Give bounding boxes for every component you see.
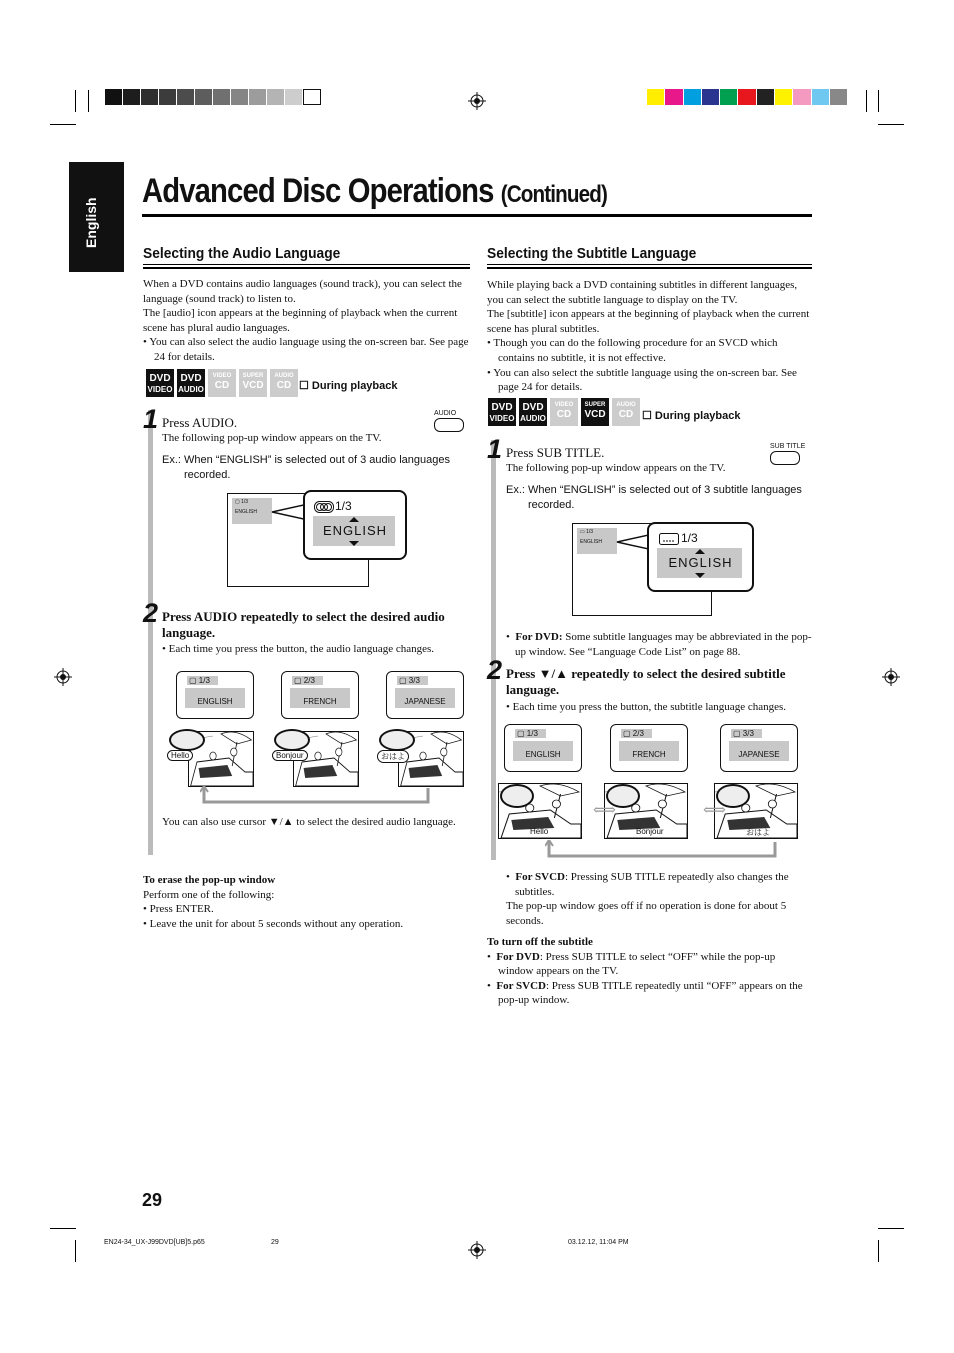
audio-heading-rule: [143, 267, 470, 269]
audio-step1-title: Press AUDIO.: [162, 415, 238, 430]
footer-file: EN24-34_UX-J99DVD[UB]5.p65: [104, 1239, 205, 1246]
audio-speech-bubble: おはよ: [377, 750, 409, 763]
crop-mark: [50, 124, 76, 125]
registration-target-icon: [468, 1241, 486, 1259]
erase-popup-section: To erase the pop-up window Perform one of the following: • Press ENTER. • Leave the unit for about 5 seconds without any operation.: [143, 874, 404, 930]
subtitle-disc-icon: AUDIO CD: [612, 398, 640, 426]
audio-step2-number: 2: [143, 598, 159, 628]
calibration-swatch: [647, 89, 665, 105]
audio-section-heading: Selecting the Audio Language: [143, 245, 341, 262]
crop-mark: [878, 1240, 879, 1262]
subtitle-off-section: To turn off the subtitle • For DVD: Press SUB TITLE to select “OFF” while the pop-up window appears on the TV. • For SVCD: Press SUB TITLE repeatedly until “OFF” appears on the pop-up window.: [487, 936, 803, 1007]
subtitle-disc-icon: DVD VIDEO: [488, 398, 516, 426]
subtitle-icon: [659, 533, 679, 545]
audio-step-bar: [148, 410, 153, 855]
crop-mark: [878, 90, 879, 112]
audio-popup-magnifier: [274, 729, 310, 751]
calibration-swatch: [775, 89, 793, 105]
audio-sequence-popup: [281, 671, 359, 719]
calibration-swatch: [213, 89, 231, 105]
subtitle-disc-icon: DVD AUDIO: [519, 398, 547, 426]
audio-disc-icon: SUPER VCD: [239, 369, 267, 397]
registration-target-icon: [54, 668, 72, 686]
subtitle-disc-icon: SUPER VCD: [581, 398, 609, 426]
calibration-swatch: [684, 89, 702, 105]
footer-page: 29: [271, 1239, 279, 1246]
subtitle-subtitle-caption: おはよ: [746, 828, 770, 837]
calibration-swatch: [285, 89, 303, 105]
calibration-swatch: [249, 89, 267, 105]
crop-mark: [88, 90, 89, 112]
crop-mark: [50, 1228, 76, 1229]
cycle-arrow: [545, 840, 781, 860]
calibration-swatch: [702, 89, 720, 105]
calibration-swatch: [812, 89, 830, 105]
subtitle-step1-example: Ex.: When “ENGLISH” is selected out of 3 subtitle languages recorded.: [506, 484, 802, 511]
audio-popup-magnifier: [379, 729, 415, 751]
audio-disc-icon: DVD VIDEO: [146, 369, 174, 397]
audio-popup-magnifier: [169, 729, 205, 751]
calibration-swatch: [665, 89, 683, 105]
calibration-swatch: [159, 89, 177, 105]
audio-disc-icon: VIDEO CD: [208, 369, 236, 397]
language-side-tab: English: [69, 162, 124, 272]
calibration-swatch: [123, 89, 141, 105]
subtitle-sequence-count: ▢ 1/3: [515, 729, 546, 738]
audio-sequence-count: ▢ 1/3: [187, 676, 218, 685]
subtitle-popup-magnifier: [500, 784, 534, 808]
page-number: 29: [142, 1190, 163, 1210]
audio-step1-number: 1: [143, 404, 159, 434]
crop-mark: [878, 1228, 904, 1229]
audio-speech-bubble: Hello: [167, 750, 193, 761]
double-arrow-icon: ⟺: [703, 802, 726, 819]
calibration-swatch: [105, 89, 123, 105]
crop-mark: [75, 90, 76, 112]
calibration-swatch: [195, 89, 213, 105]
calibration-swatch: [267, 89, 285, 105]
audio-icon: [314, 501, 334, 513]
subtitle-step1-number: 1: [487, 434, 503, 464]
audio-step2-bullet: • Each time you press the button, the audio language changes.: [162, 643, 435, 655]
audio-heading-rule: [143, 264, 470, 265]
calibration-swatch: [231, 89, 249, 105]
audio-sequence-count: ▢ 2/3: [292, 676, 323, 685]
subtitle-popup-count: 1/3: [681, 531, 698, 545]
audio-popup-window: [303, 490, 407, 560]
subtitle-heading-rule: [487, 267, 812, 269]
subtitle-sequence-language: ENGLISH: [525, 750, 561, 759]
crop-mark: [866, 90, 867, 112]
subtitle-popup-language: ENGLISH: [668, 555, 733, 570]
subtitle-heading-rule: [487, 264, 812, 265]
audio-tv-screen: ▢ 1/3 ENGLISH: [227, 493, 369, 587]
calibration-swatch: [830, 89, 848, 105]
calibration-swatch: [793, 89, 811, 105]
subtitle-svcd-note: • For SVCD: Pressing SUB TITLE repeatedly also changes the subtitles. The pop-up window goes off if no operation is done for about 5 seconds.: [506, 871, 789, 927]
calibration-swatch: [177, 89, 195, 105]
audio-popup-count: 1/3: [335, 499, 352, 513]
audio-speech-bubble: Bonjour: [272, 750, 308, 761]
calibration-swatch: [757, 89, 775, 105]
registration-target-icon: [882, 668, 900, 686]
subtitle-section-heading: Selecting the Subtitle Language: [487, 245, 697, 262]
subtitle-remote-button: SUB TITLE: [770, 443, 805, 465]
subtitle-during-playback-label: ☐ During playback: [642, 410, 741, 422]
audio-step1-example: Ex.: When “ENGLISH” is selected out of 3 audio languages recorded.: [162, 454, 450, 481]
audio-disc-icon: DVD AUDIO: [177, 369, 205, 397]
crop-mark: [878, 124, 904, 125]
subtitle-sequence-language: JAPANESE: [738, 750, 780, 759]
subtitle-sequence-language: FRENCH: [632, 750, 666, 759]
subtitle-disc-compatibility: [488, 398, 648, 427]
crop-mark: [75, 1240, 76, 1262]
subtitle-subtitle-caption: Hello: [530, 827, 549, 836]
subtitle-step2-bullet: • Each time you press the button, the subtitle language changes.: [506, 701, 787, 713]
subtitle-step1-desc: The following pop-up window appears on the TV.: [506, 462, 726, 474]
subtitle-subtitle-caption: Bonjour: [636, 827, 664, 836]
audio-sequence-popup: [176, 671, 254, 719]
title-rule: [142, 214, 812, 217]
subtitle-sequence-popup: [720, 724, 798, 772]
audio-remote-button: AUDIO: [434, 410, 464, 432]
subtitle-step1-title: Press SUB TITLE.: [506, 445, 605, 460]
audio-step2-title: Press AUDIO repeatedly to select the desired audio language.: [162, 609, 445, 640]
subtitle-step2-number: 2: [487, 655, 503, 685]
calibration-swatch: [303, 89, 321, 105]
calibration-swatch: [720, 89, 738, 105]
audio-during-playback-label: ☐ During playback: [299, 380, 398, 392]
subtitle-popup-window: [647, 522, 754, 592]
cycle-arrow: [200, 786, 434, 806]
subtitle-step-bar: [491, 440, 496, 860]
audio-step1-desc: The following pop-up window appears on the TV.: [162, 432, 382, 444]
audio-intro: When a DVD contains audio languages (sound track), you can select the language (sound track) to listen to. The [audio] icon appears at the beginning of playback when the current scene has plural audio languages. • You can also select the audio language using the on-screen bar. See page 24 for details.: [143, 278, 469, 363]
color-calibration-bar: [647, 89, 848, 105]
audio-cursor-note: You can also use cursor ▼/▲ to select the desired audio language.: [162, 816, 456, 828]
calibration-swatch: [141, 89, 159, 105]
audio-disc-compatibility: [146, 369, 306, 398]
audio-sequence-language: FRENCH: [303, 697, 337, 706]
audio-sequence-count: ▢ 3/3: [397, 676, 428, 685]
subtitle-step2-title: Press ▼/▲ repeatedly to select the desired subtitle language.: [506, 666, 786, 697]
audio-popup-language: ENGLISH: [322, 523, 388, 538]
audio-sequence-popup: [386, 671, 464, 719]
registration-target-icon: [468, 92, 486, 110]
subtitle-sequence-popup: [610, 724, 688, 772]
subtitle-dvd-note: • For DVD: Some subtitle languages may be abbreviated in the pop-up window. See “Language Code List” on page 88.: [506, 631, 812, 658]
subtitle-sequence-count: ▢ 2/3: [621, 729, 652, 738]
audio-sequence-language: ENGLISH: [197, 697, 233, 706]
subtitle-sequence-popup: [504, 724, 582, 772]
page-title: Advanced Disc Operations (Continued): [142, 172, 608, 210]
audio-button-icon: [434, 418, 464, 432]
audio-sequence-language: JAPANESE: [404, 697, 446, 706]
audio-disc-icon: AUDIO CD: [270, 369, 298, 397]
subtitle-tv-screen: ▭ 1/3 ENGLISH: [572, 523, 712, 616]
subtitle-sequence-count: ▢ 3/3: [731, 729, 762, 738]
calibration-swatch: [738, 89, 756, 105]
double-arrow-icon: ⟺: [593, 802, 616, 819]
grayscale-calibration-bar: [105, 89, 321, 105]
footer-date: 03.12.12, 11:04 PM: [568, 1239, 629, 1246]
subtitle-disc-icon: VIDEO CD: [550, 398, 578, 426]
subtitle-intro: While playing back a DVD containing subtitles in different languages, you can select the subtitle language to display on the TV. The [subtitle] icon appears at the beginning of playback when the current scene has plural subtitles. • Though you can do the following procedure for an SVCD which contains no subtitle, it is not effective. • You can also select the subtitle language using the on-screen bar. See page 24 for details.: [487, 279, 810, 394]
